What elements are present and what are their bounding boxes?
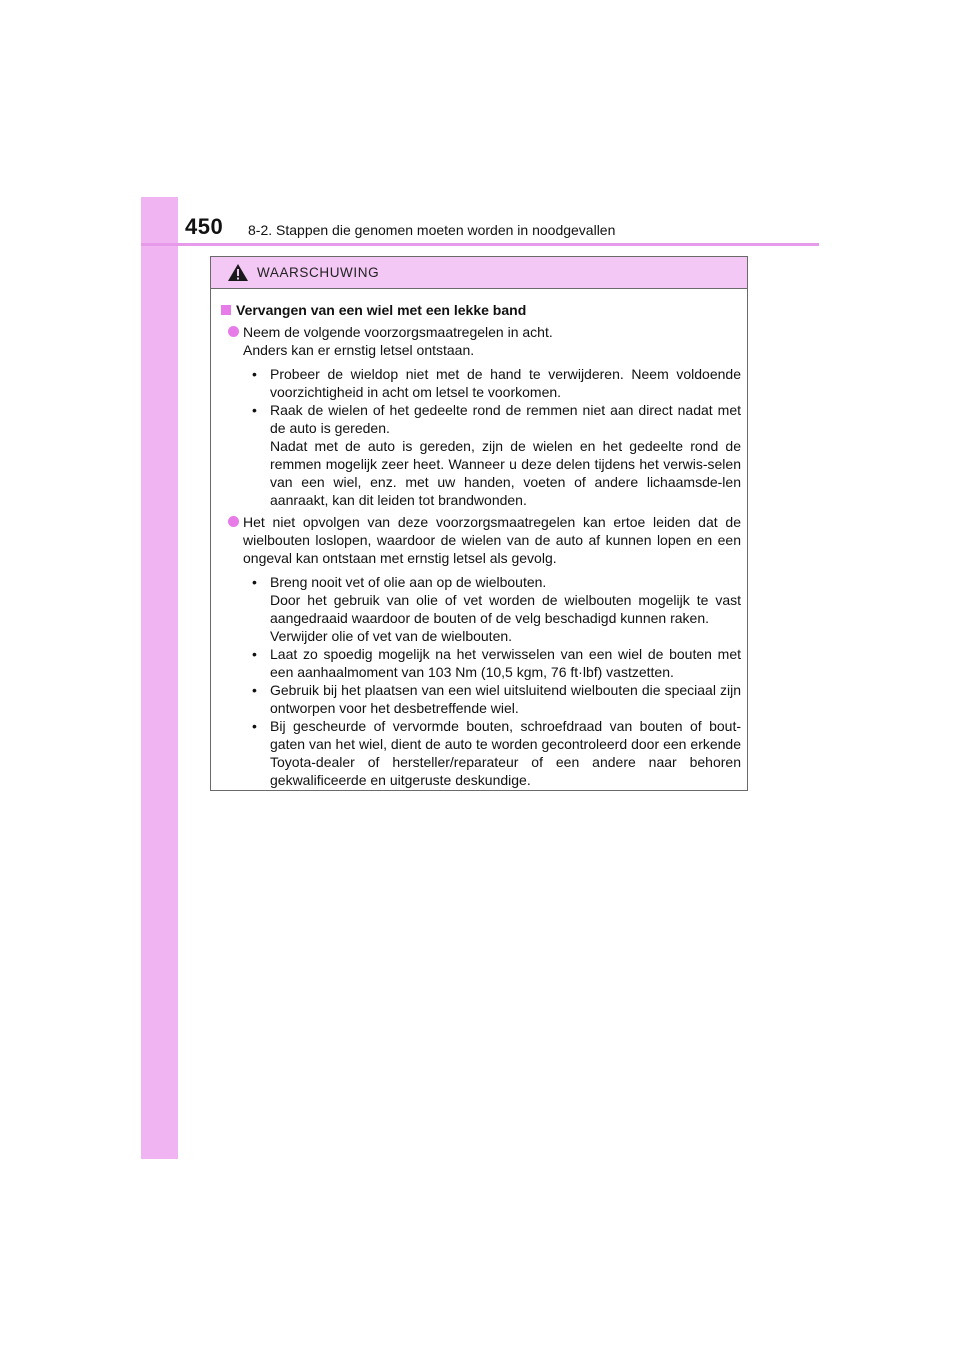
sub-list (251, 365, 741, 509)
chapter-side-strip (141, 197, 178, 1159)
list-item (251, 681, 741, 717)
list-item (251, 645, 741, 681)
item-paragraph: Bij gescheurde of vervormde bouten, schroefdraad van bouten of bout-gaten van het wiel, dient de auto te worden gecontroleerd door een erkende Toyota-dealer of hersteller/reparateur of een andere naar behoren gekwalificeerde en uitgeruste deskundige. (270, 718, 741, 788)
item-paragraph: Raak de wielen of het gedeelte rond de remmen niet aan direct nadat met de auto is gereden. (270, 402, 741, 436)
item-paragraph: Gebruik bij het plaatsen van een wiel uitsluitend wielbouten die speciaal zijn ontworpen voor het desbetreffende wiel. (270, 682, 741, 716)
point-line: Neem de volgende voorzorgsmaatregelen in acht. (243, 324, 553, 340)
warning-heading-text: Vervangen van een wiel met een lekke band (236, 302, 527, 318)
square-bullet-icon (221, 305, 231, 315)
warning-box (210, 256, 748, 791)
item-paragraph: Breng nooit vet of olie aan op de wielbouten. (270, 574, 547, 590)
bullet-dot-icon: • (252, 646, 257, 662)
page-number: 450 (185, 214, 224, 239)
header-rule (141, 243, 819, 246)
item-paragraph: Door het gebruik van olie of vet worden de wielbouten mogelijk te vast aangedraaid waardoor de bouten of de velg beschadigd kunnen raken. (270, 592, 741, 626)
warning-heading (221, 301, 741, 319)
item-paragraph: Verwijder olie of vet van de wielbouten. (270, 628, 513, 644)
sub-list (251, 573, 741, 789)
warning-title: WAARSCHUWING (257, 265, 380, 280)
warning-point (221, 323, 741, 509)
circle-bullet-icon (228, 326, 239, 337)
list-item (251, 365, 741, 401)
bullet-dot-icon: • (252, 682, 257, 698)
bullet-dot-icon: • (252, 402, 257, 418)
bullet-dot-icon: • (252, 718, 257, 734)
point-line: Het niet opvolgen van deze voorzorgsmaatregelen kan ertoe leiden dat de wielbouten loslopen, waardoor de wielen van de auto af kunnen lopen en een ongeval kan ontstaan met ernstig letsel als gevolg. (243, 514, 741, 566)
point-line: Anders kan er ernstig letsel ontstaan. (243, 342, 475, 358)
list-item (251, 717, 741, 789)
bullet-dot-icon: • (252, 574, 257, 590)
item-paragraph: Nadat met de auto is gereden, zijn de wielen en het gedeelte rond de remmen mogelijk zeer heet. Wanneer u deze delen tijdens het verwis-selen van een wiel, enz. met uw handen, voeten of andere lichaamsde-len aanraakt, kan dit leiden tot brandwonden. (270, 438, 741, 508)
item-paragraph: Laat zo spoedig mogelijk na het verwisselen van een wiel de bouten met een aanhaalmoment van 103 Nm (10,5 kgm, 76 ft·lbf) vastzetten. (270, 646, 741, 680)
warning-triangle-icon (227, 263, 249, 282)
circle-bullet-icon (228, 516, 239, 527)
item-paragraph: Probeer de wieldop niet met de hand te verwijderen. Neem voldoende voorzichtigheid in acht om letsel te voorkomen. (270, 366, 741, 400)
warning-body (211, 289, 747, 789)
list-item (251, 401, 741, 509)
list-item (251, 573, 741, 645)
warning-header (211, 257, 747, 289)
section-title: 8-2. Stappen die genomen moeten worden in noodgevallen (248, 222, 616, 238)
warning-point (221, 513, 741, 789)
bullet-dot-icon: • (252, 366, 257, 382)
